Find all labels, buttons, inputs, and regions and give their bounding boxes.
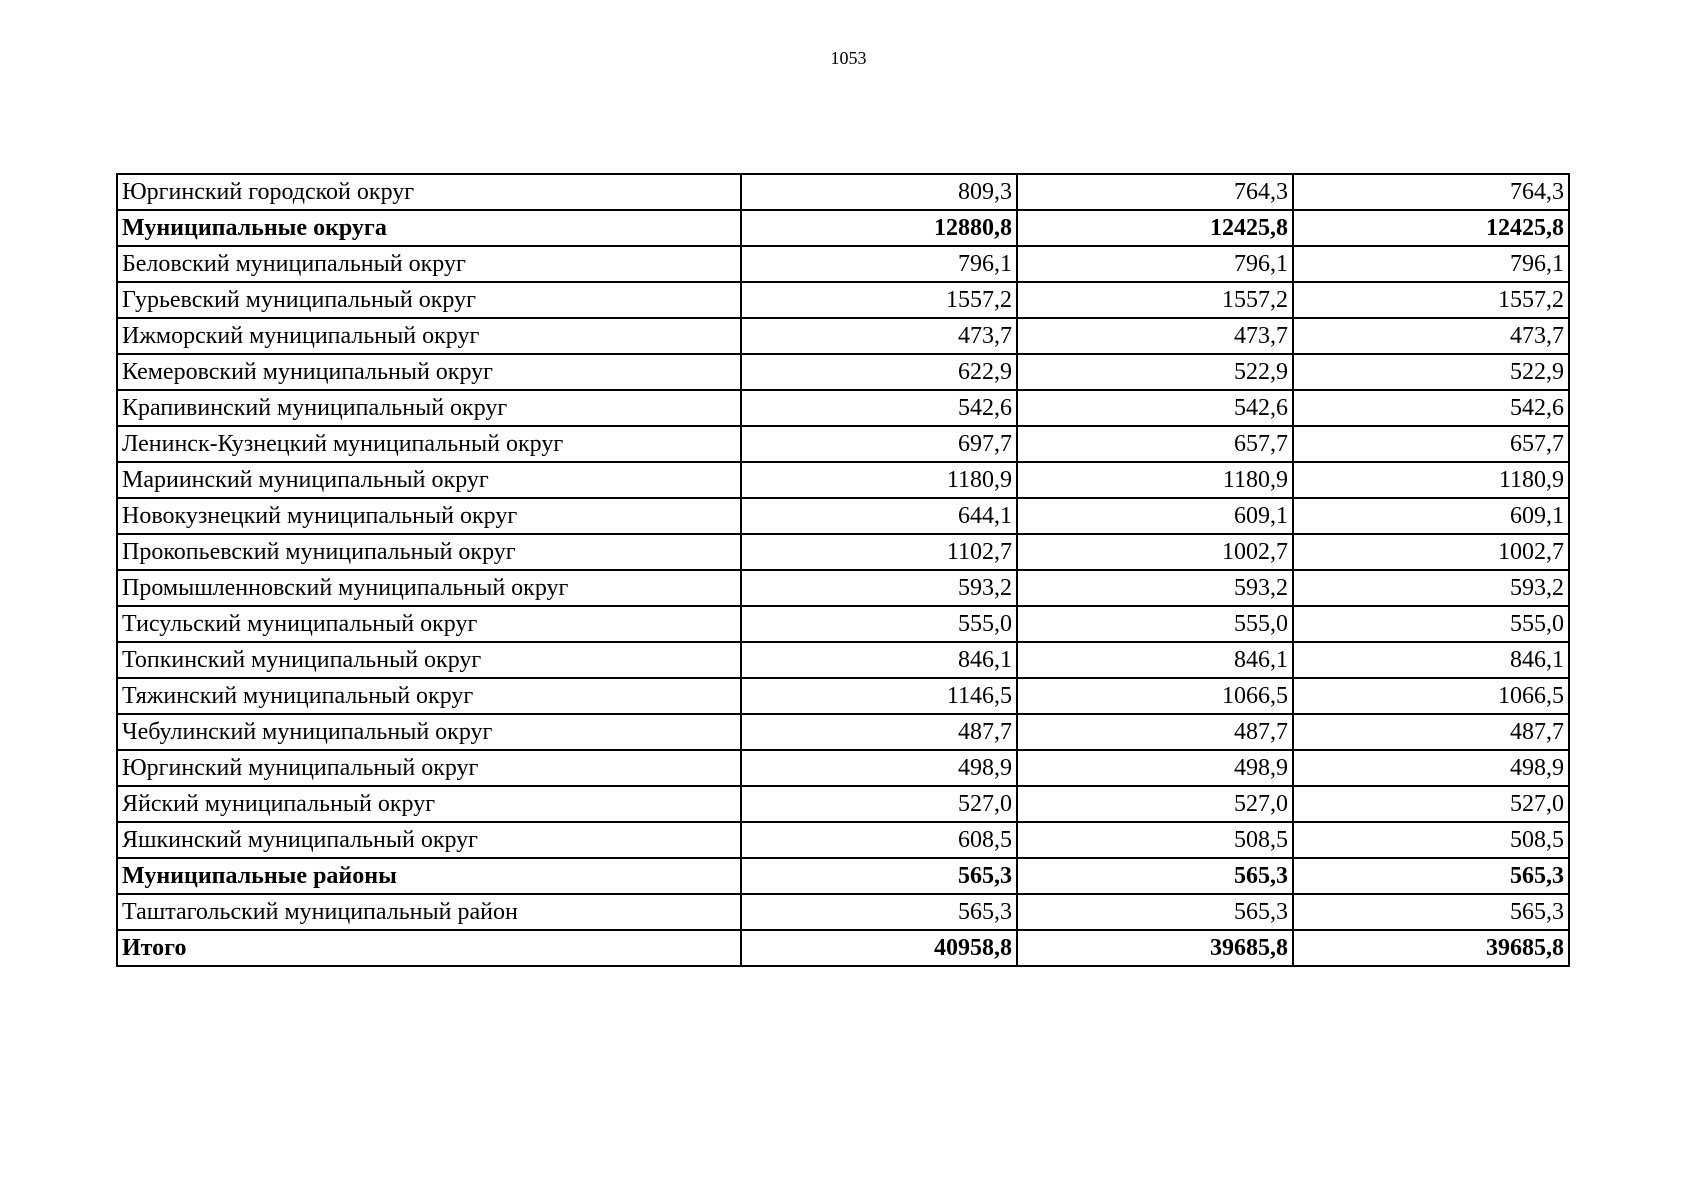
value-cell-1: 644,1	[741, 498, 1017, 534]
table-row	[117, 786, 1569, 822]
value-cell-1: 542,6	[741, 390, 1017, 426]
row-name-cell: Прокопьевский муниципальный округ	[117, 534, 741, 570]
value-cell-1: 527,0	[741, 786, 1017, 822]
data-table	[116, 173, 1570, 967]
value-cell-3: 508,5	[1293, 822, 1569, 858]
table-row	[117, 570, 1569, 606]
row-name-cell: Топкинский муниципальный округ	[117, 642, 741, 678]
value-cell-2: 12425,8	[1017, 210, 1293, 246]
value-cell-2: 796,1	[1017, 246, 1293, 282]
value-cell-1: 40958,8	[741, 930, 1017, 966]
table-row	[117, 426, 1569, 462]
row-name-cell: Яйский муниципальный округ	[117, 786, 741, 822]
value-cell-2: 498,9	[1017, 750, 1293, 786]
row-name-cell: Итого	[117, 930, 741, 966]
value-cell-1: 473,7	[741, 318, 1017, 354]
value-cell-1: 565,3	[741, 894, 1017, 930]
value-cell-1: 498,9	[741, 750, 1017, 786]
value-cell-2: 1557,2	[1017, 282, 1293, 318]
table-row	[117, 354, 1569, 390]
table-row	[117, 606, 1569, 642]
value-cell-1: 1557,2	[741, 282, 1017, 318]
row-name-cell: Гурьевский муниципальный округ	[117, 282, 741, 318]
value-cell-3: 565,3	[1293, 894, 1569, 930]
value-cell-3: 542,6	[1293, 390, 1569, 426]
value-cell-2: 657,7	[1017, 426, 1293, 462]
value-cell-1: 796,1	[741, 246, 1017, 282]
value-cell-2: 473,7	[1017, 318, 1293, 354]
value-cell-1: 555,0	[741, 606, 1017, 642]
table-row	[117, 858, 1569, 894]
value-cell-3: 12425,8	[1293, 210, 1569, 246]
value-cell-1: 1146,5	[741, 678, 1017, 714]
table-body	[117, 174, 1569, 966]
value-cell-3: 522,9	[1293, 354, 1569, 390]
value-cell-2: 522,9	[1017, 354, 1293, 390]
value-cell-3: 487,7	[1293, 714, 1569, 750]
value-cell-2: 527,0	[1017, 786, 1293, 822]
value-cell-1: 608,5	[741, 822, 1017, 858]
row-name-cell: Ленинск-Кузнецкий муниципальный округ	[117, 426, 741, 462]
value-cell-3: 39685,8	[1293, 930, 1569, 966]
row-name-cell: Чебулинский муниципальный округ	[117, 714, 741, 750]
value-cell-2: 555,0	[1017, 606, 1293, 642]
value-cell-1: 593,2	[741, 570, 1017, 606]
value-cell-2: 846,1	[1017, 642, 1293, 678]
value-cell-3: 796,1	[1293, 246, 1569, 282]
value-cell-3: 498,9	[1293, 750, 1569, 786]
value-cell-3: 657,7	[1293, 426, 1569, 462]
value-cell-3: 593,2	[1293, 570, 1569, 606]
value-cell-3: 555,0	[1293, 606, 1569, 642]
value-cell-2: 487,7	[1017, 714, 1293, 750]
row-name-cell: Беловский муниципальный округ	[117, 246, 741, 282]
row-name-cell: Мариинский муниципальный округ	[117, 462, 741, 498]
value-cell-2: 1002,7	[1017, 534, 1293, 570]
table-row	[117, 246, 1569, 282]
table-row	[117, 678, 1569, 714]
value-cell-3: 565,3	[1293, 858, 1569, 894]
table-row	[117, 894, 1569, 930]
value-cell-2: 609,1	[1017, 498, 1293, 534]
row-name-cell: Промышленновский муниципальный округ	[117, 570, 741, 606]
table-row	[117, 210, 1569, 246]
value-cell-3: 1066,5	[1293, 678, 1569, 714]
row-name-cell: Муниципальные районы	[117, 858, 741, 894]
row-name-cell: Кемеровский муниципальный округ	[117, 354, 741, 390]
value-cell-1: 1102,7	[741, 534, 1017, 570]
table-row	[117, 318, 1569, 354]
row-name-cell: Муниципальные округа	[117, 210, 741, 246]
row-name-cell: Яшкинский муниципальный округ	[117, 822, 741, 858]
value-cell-3: 473,7	[1293, 318, 1569, 354]
table-row	[117, 534, 1569, 570]
value-cell-3: 1002,7	[1293, 534, 1569, 570]
row-name-cell: Ижморский муниципальный округ	[117, 318, 741, 354]
value-cell-2: 508,5	[1017, 822, 1293, 858]
value-cell-2: 565,3	[1017, 858, 1293, 894]
table-row	[117, 282, 1569, 318]
row-name-cell: Новокузнецкий муниципальный округ	[117, 498, 741, 534]
value-cell-1: 565,3	[741, 858, 1017, 894]
value-cell-3: 1180,9	[1293, 462, 1569, 498]
table-row	[117, 462, 1569, 498]
row-name-cell: Юргинский муниципальный округ	[117, 750, 741, 786]
value-cell-2: 1180,9	[1017, 462, 1293, 498]
value-cell-2: 1066,5	[1017, 678, 1293, 714]
value-cell-2: 39685,8	[1017, 930, 1293, 966]
row-name-cell: Тисульский муниципальный округ	[117, 606, 741, 642]
value-cell-3: 609,1	[1293, 498, 1569, 534]
value-cell-1: 1180,9	[741, 462, 1017, 498]
value-cell-1: 487,7	[741, 714, 1017, 750]
row-name-cell: Тяжинский муниципальный округ	[117, 678, 741, 714]
page-number: 1053	[830, 48, 867, 68]
value-cell-3: 527,0	[1293, 786, 1569, 822]
value-cell-1: 697,7	[741, 426, 1017, 462]
value-cell-2: 542,6	[1017, 390, 1293, 426]
row-name-cell: Юргинский городской округ	[117, 174, 741, 210]
value-cell-3: 1557,2	[1293, 282, 1569, 318]
row-name-cell: Крапивинский муниципальный округ	[117, 390, 741, 426]
table-row	[117, 822, 1569, 858]
table-row	[117, 390, 1569, 426]
value-cell-1: 846,1	[741, 642, 1017, 678]
value-cell-2: 764,3	[1017, 174, 1293, 210]
value-cell-1: 809,3	[741, 174, 1017, 210]
row-name-cell: Таштагольский муниципальный район	[117, 894, 741, 930]
table-row	[117, 174, 1569, 210]
value-cell-3: 764,3	[1293, 174, 1569, 210]
table-row	[117, 930, 1569, 966]
value-cell-2: 593,2	[1017, 570, 1293, 606]
table-row	[117, 642, 1569, 678]
value-cell-3: 846,1	[1293, 642, 1569, 678]
table-row	[117, 750, 1569, 786]
value-cell-2: 565,3	[1017, 894, 1293, 930]
value-cell-1: 12880,8	[741, 210, 1017, 246]
table-row	[117, 498, 1569, 534]
table-row	[117, 714, 1569, 750]
value-cell-1: 622,9	[741, 354, 1017, 390]
